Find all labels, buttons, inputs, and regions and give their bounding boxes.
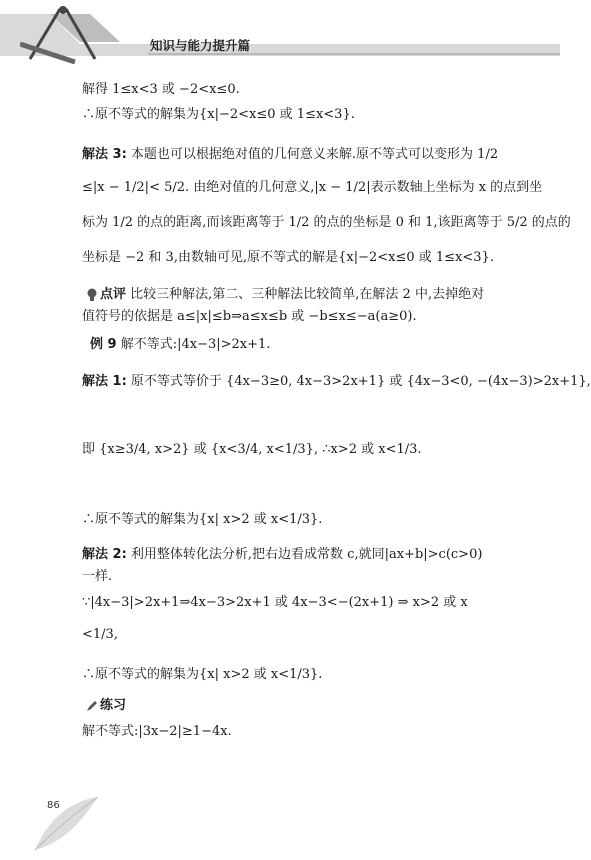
text-line: 即 {x≥3/4, x>2} 或 {x<3/4, x<1/3}, ∴x>2 或 x<1/3. [82,442,422,457]
note-label: 点评 [100,287,127,302]
practice-label: 练习 [100,698,127,713]
text-line: ∴原不等式的解集为{x|−2<x≤0 或 1≤x<3}. [82,107,355,122]
text-line: 原不等式等价于 {4x−3≥0, 4x−3>2x+1} 或 {4x−3<0, −(4x−3)>2x+1}, [130,374,591,389]
method1-label: 解法 1: [82,374,127,389]
method3-label: 解法 3: [82,147,127,162]
text-line: 标为 1/2 的点的距离,而该距离等于 1/2 的点的坐标是 0 和 1,该距离等于 5/2 的点的 [82,215,571,230]
text-line: ∵|4x−3|>2x+1⇒4x−3>2x+1 或 4x−3<−(2x+1) ⇒ x>2 或 x [82,595,468,610]
text-line: 解不等式:|4x−3|>2x+1. [120,337,271,352]
text-line: ∴原不等式的解集为{x| x>2 或 x<1/3}. [82,512,323,527]
note-para [86,285,484,305]
text-line: <1/3, [82,627,118,642]
example9-para [90,335,270,355]
method3-para [82,145,498,165]
page-number: 86 [47,800,60,811]
method2-para [82,545,482,565]
text-line: ≤|x − 1/2|< 5/2. 由绝对值的几何意义,|x − 1/2|表示数轴上坐标为 x 的点到坐 [82,180,543,195]
method1-para [82,372,591,392]
text-line: 解得 1≤x<3 或 −2<x≤0. [82,82,240,97]
example9-label: 例 9 [90,337,117,352]
compass-icon [20,4,110,64]
text-line: 比较三种解法,第二、三种解法比较简单,在解法 2 中,去掉绝对 [130,287,485,302]
text-line: 利用整体转化法分析,把右边看成常数 c,就同|ax+b|>c(c>0) [130,547,483,562]
pencil-icon [86,700,98,712]
leaf-decoration [30,795,100,855]
text-line: ∴原不等式的解集为{x| x>2 或 x<1/3}. [82,667,323,682]
method2-label: 解法 2: [82,547,127,562]
text-line: 一样. [82,569,113,584]
text-line: 值符号的依据是 a≤|x|≤b⇒a≤x≤b 或 −b≤x≤−a(a≥0). [82,309,417,324]
text-line: 本题也可以根据绝对值的几何意义来解.原不等式可以变形为 1/2 [130,147,499,162]
practice-heading [86,696,126,716]
lightbulb-icon [86,288,98,302]
chapter-title: 知识与能力提升篇 [150,38,251,53]
text-line: 解不等式:|3x−2|≥1−4x. [82,724,232,739]
text-line: 坐标是 −2 和 3,由数轴可见,原不等式的解是{x|−2<x≤0 或 1≤x<3}. [82,250,494,265]
